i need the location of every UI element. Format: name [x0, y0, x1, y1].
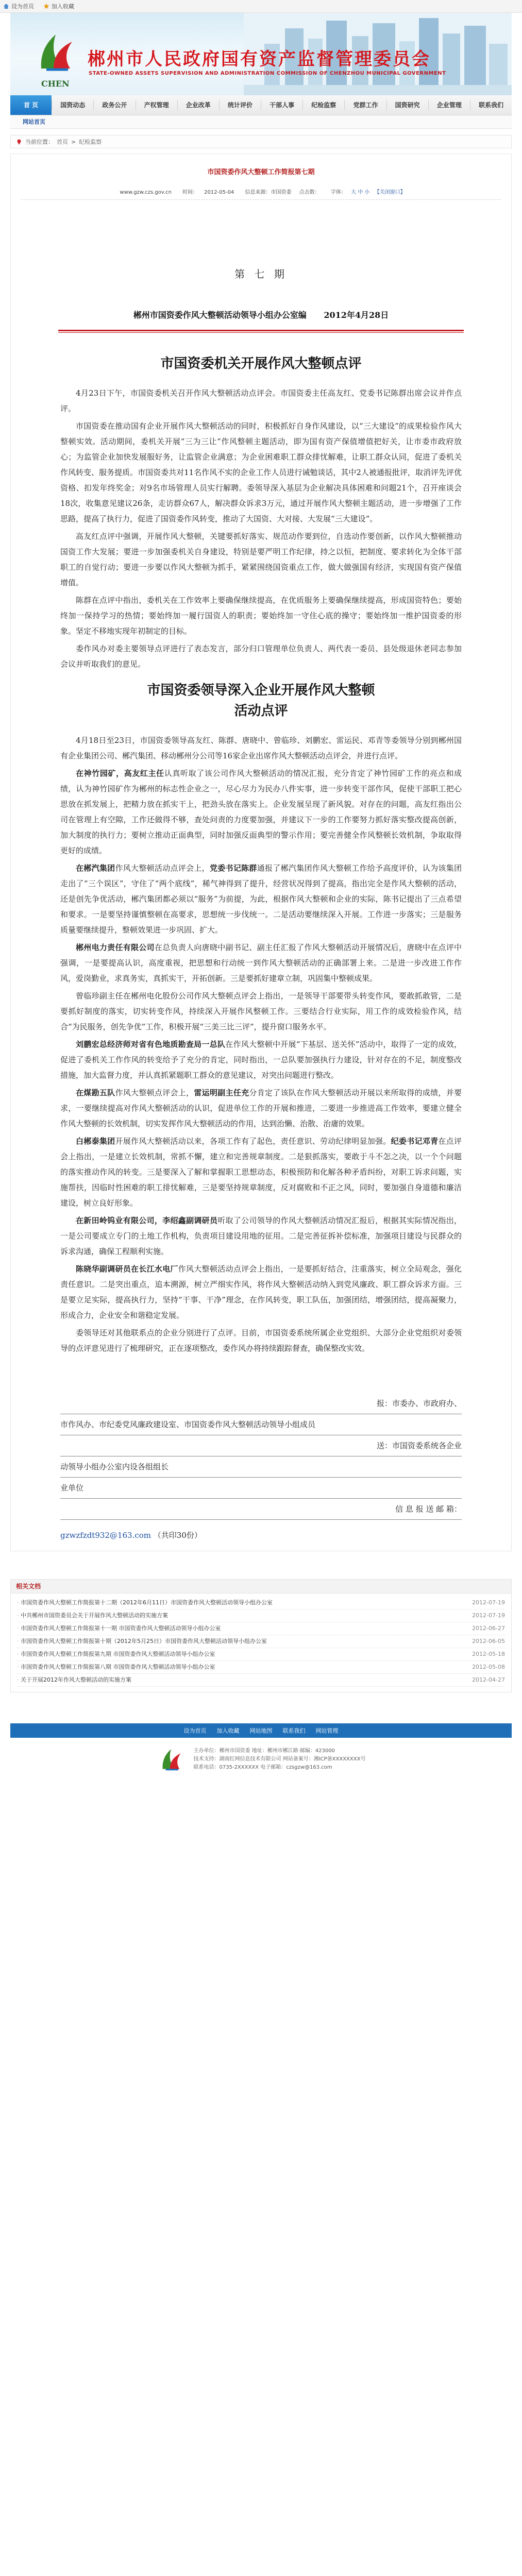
list-item	[17, 1661, 505, 1674]
nav-item-contact[interactable]: 联系我们	[478, 101, 503, 109]
home-icon	[3, 3, 9, 9]
paragraph	[60, 860, 462, 938]
nav-item-personnel[interactable]: 干部人事	[270, 101, 295, 109]
meta-site: www.gzw.czs.gov.cn	[120, 190, 172, 195]
related-date: 2012-05-08	[472, 1664, 505, 1670]
site-title-english: STATE-OWNED ASSETS SUPERVISION AND ADMINISTRATION COMMISSION OF CHENZHOU MUNICIPAL GOVERNMENT	[89, 71, 446, 76]
paragraph-text: 开展作风大整顿活动以来，各项工作有了起色，责任意识、劳动纪律明显加强。	[115, 1137, 391, 1146]
issue-number: 第 七 期	[234, 268, 288, 280]
section-heading	[60, 680, 462, 721]
related-date: 2012-06-27	[472, 1625, 505, 1632]
paragraph-lead: 郴州电力责任有限公司	[76, 943, 155, 952]
nav-item-research[interactable]: 国资研究	[395, 101, 420, 109]
nav-item-property-rights[interactable]: 产权管理	[144, 101, 169, 109]
footer-link-bookmark[interactable]: 加入收藏	[216, 1727, 240, 1734]
paragraph-lead: 在郴汽集团	[76, 863, 115, 873]
issue-header	[11, 309, 511, 320]
related-link[interactable]: · 市国资委作风大整顿工作简报第八期 市国资委作风大整顿活动领导小组办公室	[17, 1661, 215, 1673]
nav-item-discipline[interactable]: 纪检监察	[311, 101, 336, 109]
article-meta	[21, 188, 501, 200]
paragraph-text: 在作风大整顿中开展“下基层、送关怀”活动中，取得了一定的成效，促进了委机关工作作风的转变给予了充分的肯定，同时指出，一总队要加强执行力建设，针对存在的不足，制度整改措施，加大监督力度，并认真抓紧题职工群众的意见建议，对突出问题进行整改。	[60, 1040, 462, 1080]
paragraph	[60, 1261, 462, 1323]
nav-item-statistics[interactable]: 统计评价	[227, 101, 252, 109]
close-window-link[interactable]: 【关闭窗口】	[374, 190, 406, 195]
main-nav	[10, 95, 512, 115]
footer-text	[194, 1747, 366, 1772]
dist-feedback-label: 信 息 报 送 邮 箱：	[392, 1499, 462, 1519]
meta-font-label: 字体：	[330, 190, 346, 195]
related-link[interactable]: · 市国资委作风大整顿工作简报第十二期（2012年6月11日）市国资委作风大整顿活动领导小组办公室	[17, 1597, 273, 1609]
nav-item-management[interactable]: 企业管理	[436, 101, 462, 109]
breadcrumb-separator: >	[71, 138, 76, 145]
set-homepage-label: 设为首页	[11, 3, 34, 10]
related-link[interactable]: · 市国资委作风大整顿工作简报第十期（2012年5月25日）市国资委作风大整顿活动领导小组办公室	[17, 1635, 267, 1648]
nav-item-party-work[interactable]: 党群工作	[353, 101, 378, 109]
paragraph: 曾临珍副主任在郴州电化股份公司作风大整顿点评会上指出，一是领导干部要带头转变作风，要敢抓敢管，二是要抓好制度的落实，切实转变作风，持续深入开展作风整顿工作。三要结合行业实际，用工作的成效检验作风，结合“为民服务，创先争优”工作，积极开展“三美三比三评”，提升窗口服务水平。	[60, 991, 462, 1031]
breadcrumb	[10, 135, 512, 148]
related-header: 相关文档	[11, 1580, 511, 1594]
distribution-list	[11, 1393, 511, 1546]
footer-links-bar	[10, 1723, 512, 1738]
nav-item-home[interactable]: 首 页	[10, 95, 52, 115]
paragraph-text: 作风大整顿活动点评会上指出，一是要抓好结合，注重落实，树立全局观念，强化责任意识。二是突出重点，追本溯源，树立严细实作风，将作风大整顿活动纳入到党风廉政、职工群众诉求方面。三是要立足实际，提高执行力，坚持“干事、干净”理念，在作风转变，职工队伍，加强团结，增强团结，提高凝聚力，形成合力，企业安全和谐稳定发展。	[60, 1264, 462, 1320]
star-icon	[43, 3, 49, 9]
paragraph-lead: 在新田岭钨业有限公司，李绍鑫副调研员	[76, 1216, 218, 1225]
font-size-medium-button[interactable]: 中	[358, 190, 363, 195]
related-link[interactable]: · 中共郴州市国资委员会关于开展作风大整顿活动的实施方案	[17, 1609, 168, 1622]
list-item	[17, 1635, 505, 1648]
site-banner	[10, 13, 512, 95]
feedback-email-link[interactable]: gzwzfzdt932@163.com	[60, 1531, 151, 1540]
paragraph-text: 分肯定了该队在作风大整顿活动开展以来所取得的成绩，并要求，一要继续提高对作风大整顿活动的认识，促进单位工作的开展和推进，二要进一步推进高工作效率，要建立健全作风大整顿的长效机制，切实发挥作风大整顿活动的作用，达到治懒、治散、治庸的效果。	[60, 1088, 462, 1128]
meta-time-label: 时间：	[182, 190, 198, 195]
paragraph-lead: 党委书记陈群	[209, 863, 257, 873]
paragraph-lead: 陈晓华副调研员在长江水电厂	[76, 1264, 178, 1274]
related-link[interactable]: · 关于开展2012年作风大整顿活动的实施方案	[17, 1674, 131, 1686]
breadcrumb-section[interactable]: 纪检监察	[79, 139, 102, 145]
related-link[interactable]: · 市国资委作风大整顿工作简报第十一期 市国资委作风大整顿活动领导小组办公室	[17, 1622, 221, 1635]
paragraph-text: 听取了公司领导的作风大整顿活动情况汇报后，根据其实际情况指出，一是公司要成立专门的土地工作机构，负责项目建设用地的征用。二是完善征拆补偿标准，加强项目建设与民群众的诉求沟通，确保工程顺利实施。	[60, 1216, 462, 1256]
set-homepage-link[interactable]	[3, 2, 34, 10]
paragraph	[60, 1133, 462, 1211]
section-heading-line2: 活动点评	[234, 703, 288, 719]
related-documents	[10, 1579, 512, 1692]
paragraph	[60, 766, 462, 858]
footer-link-sitemap[interactable]: 网站地图	[249, 1727, 273, 1734]
paragraph: 市国资委在推动国有企业开展作风大整顿活动的同时，积极抓好自身作风建设，以“三大建设”的成果检验作风大整顿实效。活动期间，委机关开展“三为三让”作风整顿主题活动，即为国有资产保值增值把好关，让市委市政府放心；为监管企业加快发展服好务，让监管企业满意；为企业困难职工群众排忧解难，让职工群众认同，促进了委机关作风转变、服务提质。市国资委共对11名作风不实的企业工作人员进行诫勉谈话，其中2人被通报批评，取消评先评优资格、扣发年终奖金；对9名市场管理人员实行解聘。委领导深入基层为企业解决具体困难和问题21个，召开座谈会18次，收集意见建议26条，走访群众67人，解决群众诉求3万元，通过开展作风大整顿主题活动，进一步增强了工作思路，提高了执行力，促进了国资委作风转变，推动了大国资、大对接、大发展“三大建设”。	[60, 421, 462, 523]
sub-nav-home-link[interactable]: 网站首页	[23, 118, 45, 125]
paragraph	[60, 1213, 462, 1259]
dist-line2: 市作风办、市纪委党风廉政建设室、市国资委作风大整顿活动领导小组成员	[60, 1414, 318, 1435]
paragraph-text: 在总负责人向唐晓中副书记、副主任汇报了作风大整顿活动开展情况后，唐晓中在点评中强调，一是要提高认识，高度重视，把思想和行动统一到作风大整顿活动的正确部署上来。二是进一步改进工作作风，爱岗勤业，求真务实，真抓实干，开拓创新。三是要抓好建章立制，巩固集中整顿成果。	[60, 943, 462, 983]
list-item	[17, 1674, 505, 1687]
meta-hits: 点击数：	[299, 190, 320, 195]
paragraph	[60, 1037, 462, 1083]
related-date: 2012-06-05	[472, 1638, 505, 1645]
logo-text: CHEN	[41, 79, 70, 89]
related-list	[11, 1594, 511, 1692]
breadcrumb-home[interactable]: 首页	[57, 139, 68, 145]
list-item	[17, 1597, 505, 1609]
font-size-small-button[interactable]: 小	[364, 190, 370, 195]
red-rule	[58, 330, 464, 331]
add-bookmark-link[interactable]	[43, 2, 74, 10]
paragraph-text: 在点评会上指出，一是建立长效机制，常抓不懈，建立和完善规章制度。二是狠抓落实，要敢于斗不怎之决，以一个个问题的落实推动作风的转变。三是要深入了解和掌握职工思想动态，积极预防和化解各种矛盾纠纷，对职工诉求问题，实施帮扶，因临时性困难的职工排忧解难，三是要坚持规章制度，反对腐败和不正之风，同时，要加强自身道德和廉洁建设，树立良好形象。	[60, 1137, 462, 1208]
article-body	[11, 353, 511, 1356]
red-rule-thin	[58, 332, 464, 333]
paragraph	[60, 940, 462, 986]
paragraph: 陈群在点评中指出，委机关在工作效率上要确保继续提高，在优质服务上要确保继续提高，形成国资特色；要始终加一保持学习的热情；要始终加一履行国资人的职责；要始终加一守住心底的操守；要始终加一维护国资委的形象。坚定不移地实现年初制定的目标。	[60, 596, 462, 636]
paragraph-text: 作风大整顿点评会上，	[115, 1088, 194, 1097]
footer-line3: 联系电话：0735-2XXXXXX 电子邮箱：czsgzw@163.com	[193, 1765, 332, 1770]
dist-send-to: 报：市委办、市政府办、	[374, 1393, 462, 1414]
paragraph: 高友红点评中强调，开展作风大整顿，关键要抓好落实、规范动作要到位，自选动作要创新，以作风大整顿推动国资工作大发展；要进一步加强委机关自身建设，特别是要严明工作纪律，持之以恒，把制度、要求转化为全体干部职工的自觉行动；要进一步要以作风大整顿为抓手，紧紧围绕国资重点工作，做大做强国有经济，实现国有资产保值增值。	[60, 532, 462, 587]
list-item	[17, 1648, 505, 1661]
paragraph-lead: 白郴泰集团	[76, 1137, 115, 1146]
paragraph: 委领导还对其他联系点的企业分别进行了点评。目前，市国资委系统所属企业党组织、大部分企业党组织对委领导的点评意见进行了梳理研究，正在逐项整改，委作风办将持续跟踪督查，确保整改实效。	[60, 1328, 462, 1353]
related-link[interactable]: · 市国资委作风大整顿工作简报第九期 市国资委作风大整顿活动领导小组办公室	[17, 1648, 215, 1660]
nav-item-government-affairs[interactable]: 政务公开	[102, 101, 127, 109]
site-title: 郴州市人民政府国有资产监督管理委员会	[88, 49, 431, 70]
footer-link-contact[interactable]: 联系我们	[282, 1727, 306, 1734]
list-item	[17, 1609, 505, 1622]
section-heading: 市国资委机关开展作风大整顿点评	[160, 356, 362, 371]
related-date: 2012-04-27	[472, 1676, 505, 1683]
related-date: 2012-07-19	[472, 1599, 505, 1606]
nav-item-enterprise-reform[interactable]: 企业改革	[186, 101, 211, 109]
paragraph-lead: 刘鹏宏总经济师对省有色地质勘查局一总队	[76, 1040, 226, 1049]
issue-date: 2012年4月28日	[324, 310, 389, 320]
dist-send-cc: 送：市国资委系统各企业	[374, 1435, 462, 1456]
paragraph-lead: 纪委书记邓青	[391, 1137, 439, 1146]
paragraph-lead: 雷运明副主任充	[194, 1088, 249, 1097]
paragraph-text: 认真听取了该公司作风大整顿活动的情况汇报，充分肯定了神竹园矿工作的亮点和成绩，认为神竹园矿作为郴州的标志性企业之一，尽心尽力为民办八件实事，进一步转变干部作风，促使干部职工把心思放在抓发展上，把精力放在抓实干上，把劲头放在落实上。企业发展呈现了新风貌。对存在的问题，高友红指出公司在管理上有空隙，工作还做得不够，查处问责的力度要加强，并建议下一步的工作要努力抓好落实整改提高创新，加大制度的执行力；要树立推动正面典型，同时加强反面典型的警示作用；要完善健全作风整顿长效机制，争取取得更好的成绩。	[60, 769, 462, 855]
paragraph: 4月23日下午，市国资委机关召开作风大整顿活动点评会。市国资委主任高友红、党委书记陈群出席会议并作点评。	[60, 388, 462, 413]
related-date: 2012-05-18	[472, 1651, 505, 1657]
paragraph-lead: 在煤勘五队	[76, 1088, 115, 1097]
paragraph	[60, 1085, 462, 1131]
article-title: 市国资委作风大整顿工作简报第七期	[207, 168, 315, 176]
list-item	[17, 1622, 505, 1635]
dist-line5: 业单位	[60, 1478, 87, 1498]
paragraph: 4月18日至23日，市国资委领导高友红、陈群、唐晓中、曾临珍、刘鹏宏、雷运民、邓青等委领导分别到郴州国有企业集团公司、郴汽集团、移动郴州分公司等16家企业出席作风大整顿活动点评会，并进行点评。	[60, 736, 462, 760]
paragraph: 委作风办对委主要领导点评进行了表态发言，部分归口管理单位负责人、两代表一委员、县处级退休老同志参加会议并听取我们的意见。	[60, 644, 462, 669]
article	[10, 154, 512, 1551]
chenzhou-logo-icon	[31, 27, 80, 77]
section-heading-line1: 市国资委领导深入企业开展作风大整顿	[147, 683, 375, 698]
footer-link-admin[interactable]: 网站管理	[315, 1727, 339, 1734]
paragraph-text: 作风大整顿活动点评会上，	[115, 863, 210, 873]
issue-org: 郴州市国资委作风大整顿活动领导小组办公室编	[133, 310, 307, 320]
footer-line2: 技术支持：湖南红网信息技术有限公司 网站备案号：湘ICP备XXXXXXXX号	[193, 1756, 366, 1762]
nav-item-news[interactable]: 国资动态	[60, 101, 86, 109]
related-date: 2012-07-19	[472, 1612, 505, 1619]
meta-source: 信息来源：市国资委	[245, 190, 292, 195]
footer-logo-icon	[157, 1745, 186, 1774]
paragraph-text: 通报了郴汽集团作风大整顿工作给予高度评价，认为该集团走出了“三个误区”，守住了“两个底线”，稀气神得到了提升，经营状况得到了提高，指出完全是作风大整顿的活动，还是创先争优活动，郴汽集团都必须以“服务”为前提，为此，根据作风大整顿和企业的实际，陈书记提出了三点希望和要求。一是要坚持谨慎整顿在高要求，思想统一步伐统一。二是活动要继续深入开展。工作进一步落实；三是服务质量要继续提升，整顿效果进一步巩固、扩大。	[60, 863, 462, 935]
meta-time: 2012-05-04	[204, 190, 234, 195]
footer-line1: 主办单位：郴州市国资委 地址：郴州市郴江路 邮编：423000	[193, 1748, 335, 1754]
paragraph-lead: 在神竹园矿，高友红主任	[76, 769, 164, 778]
footer-info	[0, 1745, 522, 1774]
location-icon	[16, 139, 22, 145]
breadcrumb-prefix: 当前位置：	[25, 139, 54, 145]
top-strip	[0, 0, 522, 13]
font-size-large-button[interactable]: 大	[351, 190, 357, 195]
sub-nav	[10, 115, 512, 129]
dist-line4: 动领导小组办公室内设各组组长	[60, 1456, 172, 1477]
footer-link-homepage[interactable]: 设为首页	[183, 1727, 207, 1734]
add-bookmark-label: 加入收藏	[52, 3, 74, 10]
print-count: （共印30份）	[153, 1531, 202, 1540]
